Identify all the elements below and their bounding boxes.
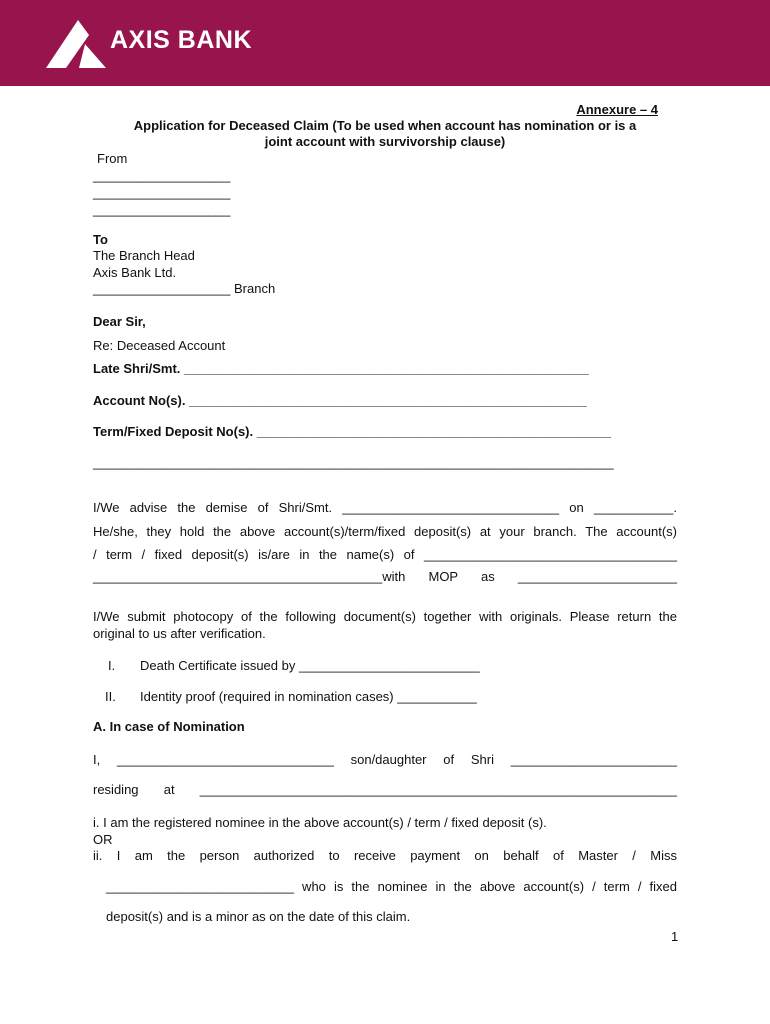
document-item-text: Identity proof (required in nomination cases) ___________ bbox=[140, 689, 477, 704]
axis-bank-logo-icon bbox=[42, 16, 108, 70]
advise-demise-line-1: I/We advise the demise of Shri/Smt. ______________________________ on ___________. bbox=[93, 500, 677, 515]
salutation: Dear Sir, bbox=[93, 314, 146, 329]
to-branch-head: The Branch Head bbox=[93, 248, 195, 263]
to-label: To bbox=[93, 232, 108, 247]
from-blank-line-3: ___________________ bbox=[93, 202, 231, 217]
to-branch-blank: ___________________ Branch bbox=[93, 281, 276, 296]
term-deposit-numbers-field: Term/Fixed Deposit No(s). _________________________________________________ bbox=[93, 424, 611, 439]
account-numbers-field: Account No(s). _______________________________________________________ bbox=[93, 393, 587, 408]
bank-name: AXIS BANK bbox=[110, 26, 253, 54]
annexure-label: Annexure – 4 bbox=[576, 102, 658, 117]
document-item-number: I. bbox=[108, 658, 116, 673]
nominee-name-line: I, ______________________________ son/daughter of Shri _______________________ bbox=[93, 752, 677, 767]
advise-demise-line-4: ________________________________________with MOP as ______________________ bbox=[93, 569, 677, 584]
section-nomination-heading: A. In case of Nomination bbox=[93, 719, 245, 734]
form-title-line-1: Application for Deceased Claim (To be used when account has nomination or is a bbox=[133, 118, 637, 133]
to-bank-name: Axis Bank Ltd. bbox=[93, 265, 177, 280]
or-label: OR bbox=[93, 832, 113, 847]
document-item-text: Death Certificate issued by _________________________ bbox=[140, 658, 480, 673]
submit-documents-line-2: original to us after verification. bbox=[93, 626, 266, 641]
re-deceased-account: Re: Deceased Account bbox=[93, 338, 226, 353]
residing-at-line: residing at __________________________________________________________________ bbox=[93, 782, 677, 797]
document-item-number: II. bbox=[105, 689, 116, 704]
bank-header-banner bbox=[0, 0, 770, 86]
registered-nominee-point: i. I am the registered nominee in the above account(s) / term / fixed deposit (s). bbox=[93, 815, 547, 830]
advise-demise-line-3: / term / fixed deposit(s) is/are in the name(s) of ___________________________________ bbox=[93, 547, 677, 562]
page-number: 1 bbox=[671, 929, 679, 944]
authorized-person-line-3: deposit(s) and is a minor as on the date of this claim. bbox=[106, 909, 411, 924]
late-shri-smt-field: Late Shri/Smt. ________________________________________________________ bbox=[93, 361, 589, 376]
advise-demise-line-2: He/she, they hold the above account(s)/term/fixed deposit(s) at your branch. The account(s) bbox=[93, 524, 677, 539]
authorized-person-line-2: __________________________ who is the nominee in the above account(s) / term / fixed bbox=[106, 879, 677, 894]
form-title-line-2: joint account with survivorship clause) bbox=[264, 134, 506, 149]
from-blank-line-2: ___________________ bbox=[93, 185, 231, 200]
continuation-blank-line: ________________________________________________________________________ bbox=[93, 455, 614, 470]
from-blank-line-1: ___________________ bbox=[93, 168, 231, 183]
submit-documents-line-1: I/We submit photocopy of the following document(s) together with originals. Please return the bbox=[93, 609, 677, 624]
from-label: From bbox=[97, 151, 128, 166]
authorized-person-line-1: ii. I am the person authorized to receive payment on behalf of Master / Miss bbox=[93, 848, 677, 863]
